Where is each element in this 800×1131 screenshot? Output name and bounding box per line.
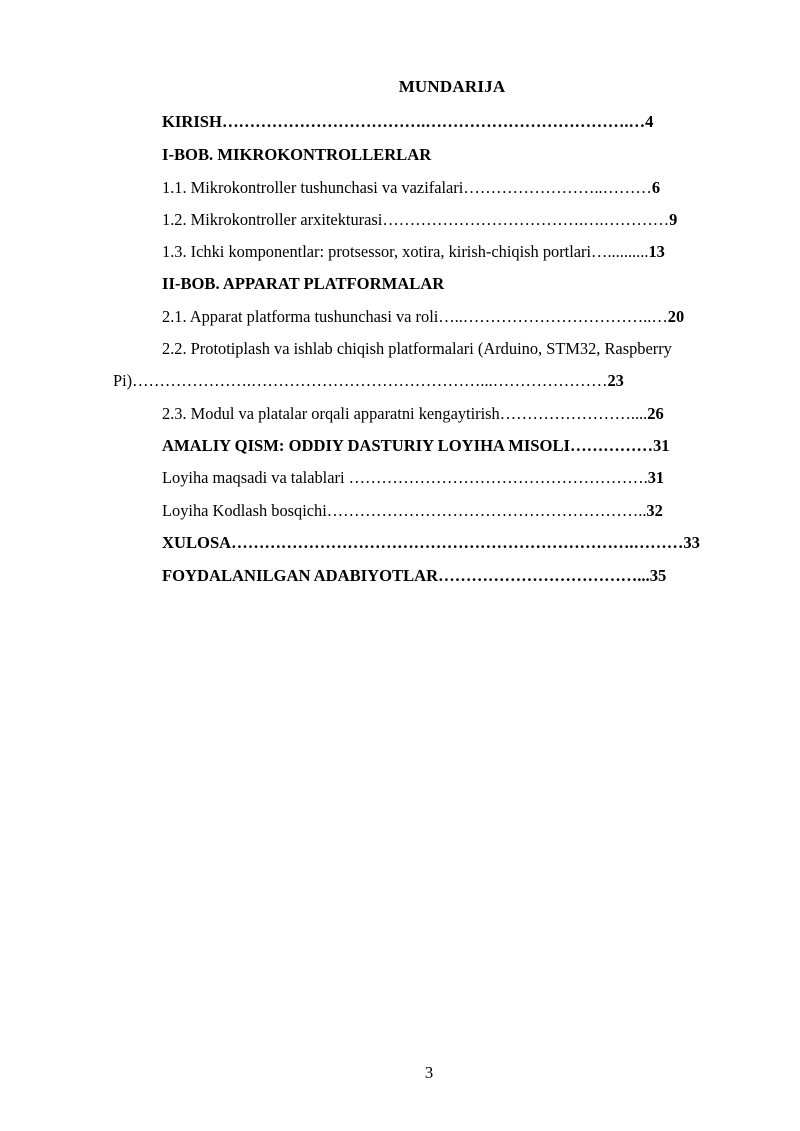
toc-entry-page: 23 <box>607 371 624 390</box>
toc-entry-text: 1.1. Mikrokontroller tushunchasi va vazifalari……………………..……… <box>162 178 652 197</box>
page-number: 3 <box>424 1063 434 1082</box>
toc-heading-chapter-1 <box>162 145 431 165</box>
toc-entry-kirish <box>162 112 653 132</box>
toc-entry-text: Loyiha Kodlash bosqichi………………………………………………….. <box>162 501 647 520</box>
toc-entry-2-1 <box>162 307 684 327</box>
toc-entry-2-3 <box>162 404 664 424</box>
toc-entry-text: 2.1. Apparat platforma tushunchasi va roli…..……………………………..… <box>162 307 668 326</box>
toc-entry-text: Pi)………………….……………………………………...………………… <box>113 371 608 390</box>
toc-entry-text: 1.2. Mikrokontroller arxitekturasi……………………………….….………… <box>162 210 670 229</box>
toc-heading-text: II-BOB. APPARAT PLATFORMALAR <box>162 274 445 293</box>
toc-entry-xulosa <box>162 533 700 553</box>
toc-entry-text: KIRISH……………………………….……………………………….…4 <box>162 112 654 131</box>
toc-entry-page: 31 <box>652 436 670 455</box>
toc-entry-1-2 <box>162 210 677 230</box>
toc-entry-text: FOYDALANILGAN ADABIYOTLAR………………………………... <box>162 566 650 585</box>
toc-entry-text: 2.3. Modul va platalar orqali apparatni kengaytirish…………………….... <box>162 404 648 423</box>
toc-heading-text: I-BOB. MIKROKONTROLLERLAR <box>162 145 432 164</box>
toc-entry-1-3 <box>162 242 665 262</box>
toc-entry-text: XULOSA……………………………………………………………….……… <box>162 533 684 552</box>
toc-entry-text: AMALIY QISM: ODDIY DASTURIY LOYIHA MISOLI…………… <box>162 436 653 455</box>
toc-entry-page: 33 <box>683 533 700 552</box>
toc-heading-chapter-2 <box>162 274 444 294</box>
toc-entry-text: 1.3. Ichki komponentlar: protsessor, xotira, kirish-chiqish portlari….......... <box>162 242 649 261</box>
toc-entry-page: 31 <box>647 468 665 487</box>
toc-entry-2-2 <box>162 339 672 359</box>
toc-entry-text: 2.2. Prototiplash va ishlab chiqish platformalari (Arduino, STM32, Raspberry <box>162 339 672 358</box>
toc-entry-page: 9 <box>669 210 678 229</box>
toc-entry-1-1 <box>162 178 660 198</box>
toc-title: MUNDARIJA <box>398 77 506 96</box>
toc-entry-loyiha-kodlash <box>162 501 663 521</box>
toc-entry-2-2-continued <box>113 371 624 391</box>
toc-entry-page: 26 <box>647 404 664 423</box>
toc-entry-page: 32 <box>646 501 663 520</box>
toc-entry-page: 35 <box>649 566 667 585</box>
toc-entry-loyiha-maqsadi <box>162 468 664 488</box>
toc-entry-amaliy-qism <box>162 436 670 456</box>
toc-entry-page: 13 <box>648 242 665 261</box>
toc-entry-adabiyotlar <box>162 566 666 586</box>
toc-entry-page: 6 <box>651 178 661 197</box>
toc-entry-text: Loyiha maqsadi va talablari ………………………………………………. <box>162 468 648 487</box>
toc-entry-page: 20 <box>667 307 685 326</box>
